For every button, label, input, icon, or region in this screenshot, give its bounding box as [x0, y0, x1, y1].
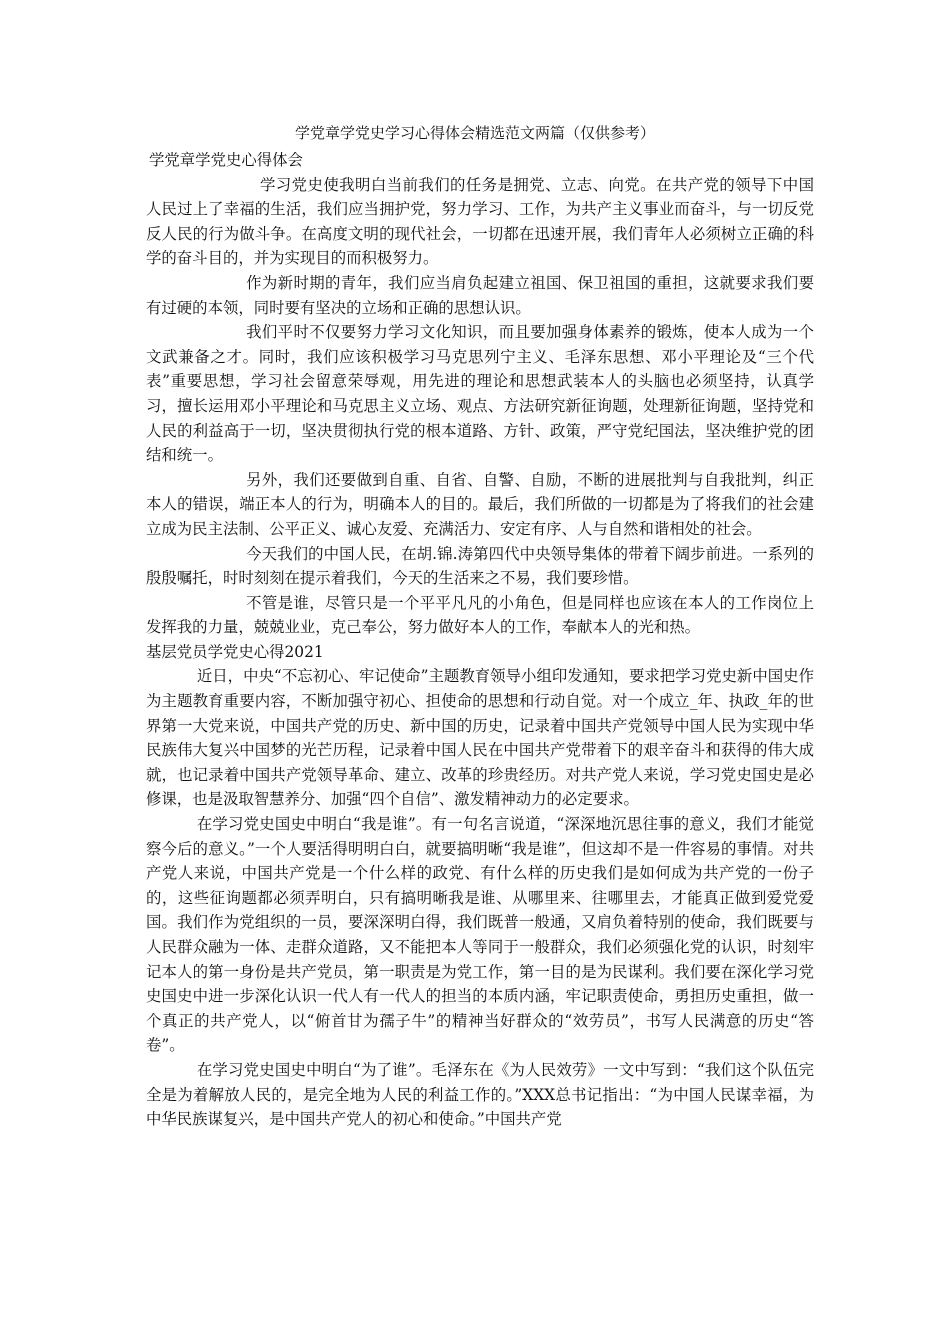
document-body	[146, 148, 814, 1132]
section1-heading: 学党章学党史心得体会	[149, 151, 303, 169]
section2-paragraph: 在学习党史国史中明白“为了谁”。毛泽东在《为人民效劳》一文中写到：“我们这个队伍完全是为着解放人民的，是完全地为人民的利益工作的。”XXX总书记指出：“为中国人民谋幸福，为中华民族谋复兴，是中国共产党人的初心和使命。”中国共产党	[146, 1060, 814, 1129]
section1-paragraph: 另外，我们还要做到自重、自省、自警、自励，不断的进展批判与自我批判，纠正本人的错误，端正本人的行为，明确本人的目的。最后，我们所做的一切都是为了将我们的社会建立成为民主法制、公平正义、诚心友爱、充满活力、安定有序、人与自然和谐相处的社会。	[146, 470, 814, 538]
document-title: 学党章学党史学习心得体会精选范文两篇（仅供参考）	[294, 124, 655, 142]
section1-paragraph: 作为新时期的青年，我们应当肩负起建立祖国、保卫祖国的重担，这就要求我们要有过硬的本领，同时要有坚决的立场和正确的思想认识。	[146, 273, 814, 317]
section2-heading: 基层党员学党史心得2021	[146, 642, 324, 661]
section1-paragraph: 学习党史使我明白当前我们的任务是拥党、立志、向党。在共产党的领导下中国人民过上了幸福的生活，我们应当拥护党，努力学习、工作，为共产主义事业而奋斗，与一切反党反人民的行为做斗争。在高度文明的现代社会，一切都在迅速开展，我们青年人必须树立正确的科学的奋斗目的，并为实现目的而积极努力。	[146, 175, 814, 268]
section1-paragraph: 我们平时不仅要努力学习文化知识，而且要加强身体素养的锻炼，使本人成为一个文武兼备之才。同时，我们应该积极学习马克思列宁主义、毛泽东思想、邓小平理论及“三个代表”重要思想，学习社会留意荣辱观，用先进的理论和思想武装本人的头脑也必须坚持，认真学习，擅长运用邓小平理论和马克思主义立场、观点、方法研究新征询题，处理新征询题，坚持党和人民的利益高于一切，坚决贯彻执行党的根本道路、方针、政策，严守党纪国法，坚决维护党的团结和统一。	[146, 323, 814, 465]
section1-paragraph: 不管是谁，尽管只是一个平平凡凡的小角色，但是同样也应该在本人的工作岗位上发挥我的力量，兢兢业业，克己奉公，努力做好本人的工作，奉献本人的光和热。	[146, 593, 814, 637]
section2-paragraph: 近日，中央“不忘初心、牢记使命”主题教育领导小组印发通知，要求把学习党史新中国史作为主题教育重要内容，不断加强守初心、担使命的思想和行动自觉。对一个成立_年、执政_年的世界第一大党来说，中国共产党的历史、新中国的历史，记录着中国共产党领导中国人民为实现中华民族伟大复兴中国梦的光芒历程，记录着中国人民在中国共产党带着下的艰辛奋斗和获得的伟大成就，也记录着中国共产党领导革命、建立、改革的珍贵经历。对共产党人来说，学习党史国史是必修课，也是汲取智慧养分、加强“四个自信”、激发精神动力的必定要求。	[146, 667, 814, 809]
section1-paragraph: 今天我们的中国人民，在胡.锦.涛第四代中央领导集体的带着下阔步前进。一系列的殷殷嘱托，时时刻刻在提示着我们，今天的生活来之不易，我们要珍惜。	[146, 544, 814, 588]
section2-paragraph: 在学习党史国史中明白“我是谁”。有一句名言说道，“深深地沉思往事的意义，我们才能觉察今后的意义。”一个人要活得明明白白，就要搞明晰“我是谁”，但这却不是一件容易的事情。对共产党人来说，中国共产党是一个什么样的政党、有什么样的历史我们是如何成为共产党的一份子的，这些征询题都必须弄明白，只有搞明晰我是谁、从哪里来、往哪里去，才能真正做到爱党爱国。我们作为党组织的一员，要深深明白得，我们既普一般通，又肩负着特别的使命，我们既要与人民群众融为一体、走群众道路，又不能把本人等同于一般群众，我们必须强化党的认识，时刻牢记本人的第一身份是共产党员，第一职责是为党工作，第一目的是为民谋利。我们要在深化学习党史国史中进一步深化认识一代人有一代人的担当的本质内涵，牢记职责使命，勇担历史重担，做一个真正的共产党人，以“俯首甘为孺子牛”的精神当好群众的“效劳员”，书写人民满意的历史“答卷”。	[146, 815, 814, 1055]
